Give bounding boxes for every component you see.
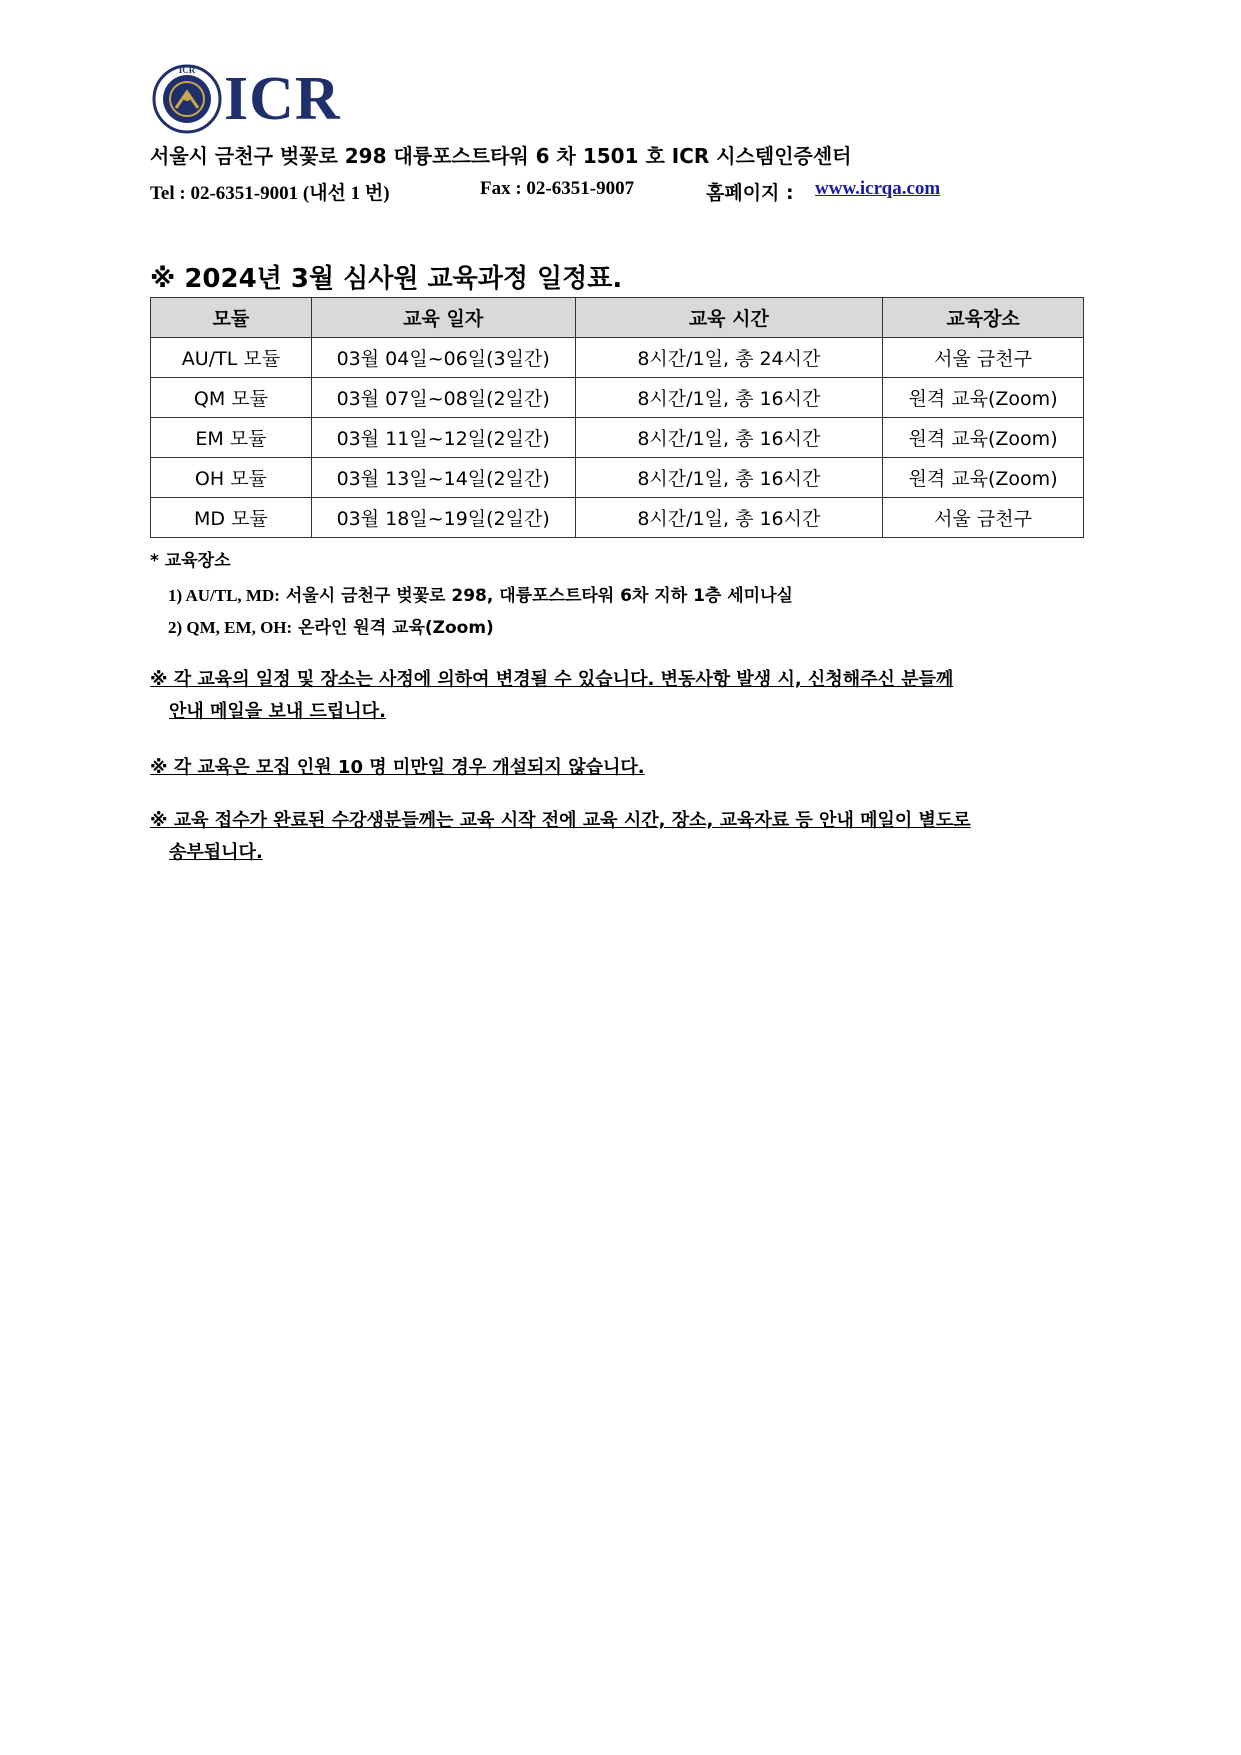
location-item: [168, 581, 793, 606]
page-title: ※ 2024년 3월 심사원 교육과정 일정표.: [150, 264, 623, 294]
date-cell: 03월 07일~08일(2일간): [311, 378, 575, 418]
location-text: 온라인 원격 교육(Zoom): [298, 618, 494, 638]
location-cell: 원격 교육(Zoom): [883, 418, 1084, 458]
module-cell: QM 모듈: [151, 378, 312, 418]
icr-seal-text: ICR: [178, 65, 196, 75]
icr-logo: [152, 64, 362, 134]
company-address: 서울시 금천구 벚꽃로 298 대륭포스트타워 6 차 1501 호 ICR 시스템인증센터: [150, 144, 852, 168]
date-cell: 03월 18일~19일(2일간): [311, 498, 575, 538]
hours-cell: 8시간/1일, 총 16시간: [575, 378, 883, 418]
hours-cell: 8시간/1일, 총 16시간: [575, 458, 883, 498]
hours-cell: 8시간/1일, 총 16시간: [575, 498, 883, 538]
table-row: [151, 338, 1084, 378]
table-row: [151, 418, 1084, 458]
location-cell: 원격 교육(Zoom): [883, 378, 1084, 418]
notice-line: 안내 메일을 보내 드립니다.: [169, 701, 386, 722]
location-item: [168, 613, 494, 638]
module-cell: AU/TL 모듈: [151, 338, 312, 378]
module-cell: OH 모듈: [151, 458, 312, 498]
column-header: 교육 시간: [575, 298, 883, 338]
notice-line: ※ 각 교육은 모집 인원 10 명 미만일 경우 개설되지 않습니다.: [150, 757, 645, 778]
table-header-row: [151, 298, 1084, 338]
location-text: 서울시 금천구 벚꽃로 298, 대륭포스트타워 6차 지하 1층 세미나실: [285, 586, 793, 606]
table-row: [151, 458, 1084, 498]
table-row: [151, 378, 1084, 418]
column-header: 모듈: [151, 298, 312, 338]
module-cell: MD 모듈: [151, 498, 312, 538]
fax-number: Fax : 02-6351-9007: [480, 178, 635, 199]
homepage-link[interactable]: www.icrqa.com: [815, 178, 941, 199]
homepage-label: 홈페이지 :: [706, 182, 794, 204]
notice-change: [150, 664, 953, 728]
icr-logo-text: ICR: [224, 65, 341, 133]
location-cell: 원격 교육(Zoom): [883, 458, 1084, 498]
date-cell: 03월 13일~14일(2일간): [311, 458, 575, 498]
notice-line: ※ 교육 접수가 완료된 수강생분들께는 교육 시작 전에 교육 시간, 장소, 교육자료 등 안내 메일이 별도로: [150, 810, 971, 831]
date-cell: 03월 11일~12일(2일간): [311, 418, 575, 458]
notice-minimum: [150, 752, 645, 784]
column-header: 교육 일자: [311, 298, 575, 338]
schedule-table: [150, 297, 1084, 538]
icr-seal-icon: [152, 64, 222, 134]
notice-email: [150, 805, 971, 869]
module-cell: EM 모듈: [151, 418, 312, 458]
location-cell: 서울 금천구: [883, 498, 1084, 538]
hours-cell: 8시간/1일, 총 24시간: [575, 338, 883, 378]
location-cell: 서울 금천구: [883, 338, 1084, 378]
locations-heading: * 교육장소: [150, 551, 231, 571]
notice-line: 송부됩니다.: [169, 842, 263, 863]
location-prefix: 1) AU/TL, MD:: [168, 586, 280, 605]
location-prefix: 2) QM, EM, OH:: [168, 618, 293, 637]
column-header: 교육장소: [883, 298, 1084, 338]
tel-number: Tel : 02-6351-9001 (내선 1 번): [150, 183, 390, 204]
date-cell: 03월 04일~06일(3일간): [311, 338, 575, 378]
table-row: [151, 498, 1084, 538]
notice-line: ※ 각 교육의 일정 및 장소는 사정에 의하여 변경될 수 있습니다. 변동사항 발생 시, 신청해주신 분들께: [150, 669, 954, 690]
hours-cell: 8시간/1일, 총 16시간: [575, 418, 883, 458]
